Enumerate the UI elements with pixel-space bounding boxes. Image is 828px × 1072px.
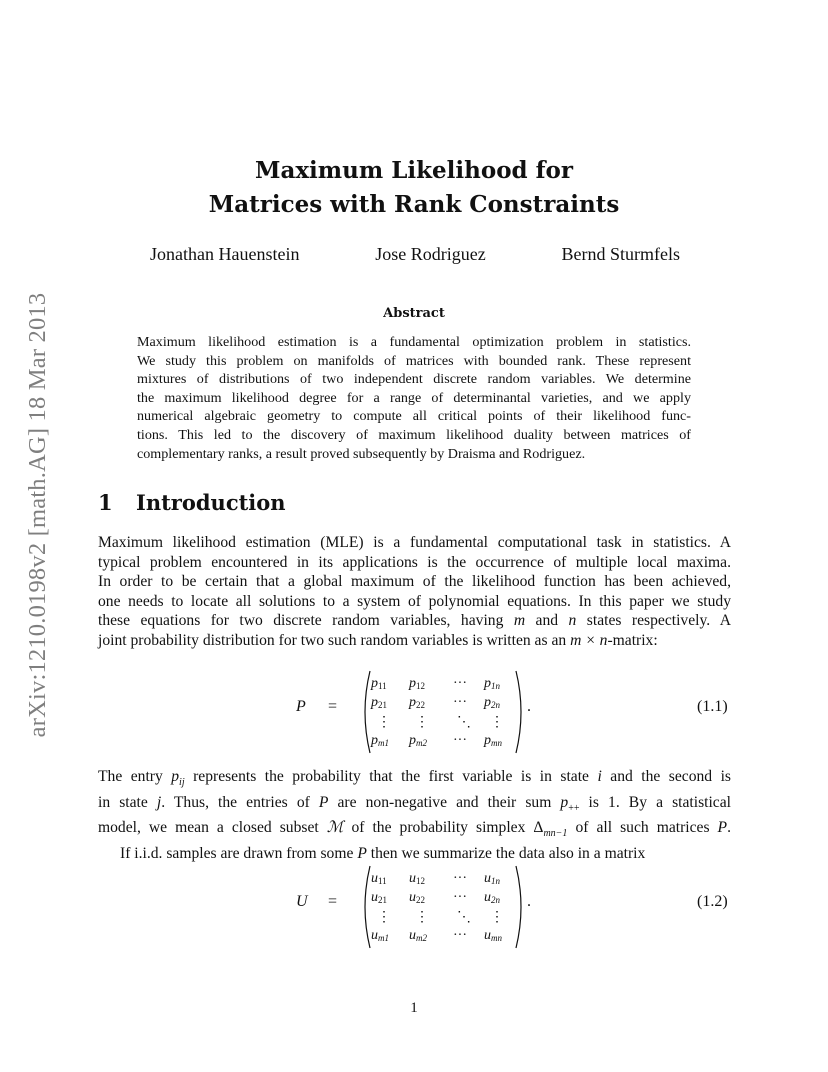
matrix-entry: $p_{m2}$ — [409, 733, 427, 748]
matrix-entry: ⋮ — [490, 910, 504, 925]
math-var: m × n — [570, 631, 608, 649]
math-subscript: ij — [179, 777, 185, 789]
matrix-entry: $p_{mn}$ — [484, 733, 502, 748]
matrix-entry: $p_{12}$ — [409, 676, 425, 691]
matrix-entry: $u_{22}$ — [409, 890, 425, 905]
matrix-entry: ··· — [453, 890, 467, 905]
body-line: In order to be certain that a global maximum of the likelihood function has been achieved, — [98, 573, 731, 591]
abstract-line: tions. This led to the discovery of maximum likelihood duality between matrices of — [137, 426, 691, 443]
matrix-entry: ⋮ — [377, 715, 391, 730]
body-line — [98, 818, 731, 844]
equation-equals: = — [328, 698, 338, 715]
matrix-entry: $u_{1n}$ — [484, 871, 500, 886]
abstract-line: We study this problem on manifolds of matrices with bounded rank. These represent — [137, 352, 691, 369]
body-line — [98, 793, 731, 819]
matrix-entry: ⋮ — [415, 715, 429, 730]
equation-period: . — [527, 698, 531, 715]
text-run: are non-negative and their sum — [328, 793, 561, 811]
matrix-entry: $u_{mn}$ — [484, 928, 502, 943]
body-line — [98, 611, 731, 631]
matrix-entry: $p_{21}$ — [371, 695, 387, 710]
math-subscript: ++ — [568, 802, 580, 814]
math-var: P — [717, 819, 728, 837]
matrix-grid — [371, 871, 517, 947]
matrix-row — [371, 871, 517, 890]
paper-title — [0, 154, 828, 222]
math-var: P — [318, 793, 329, 811]
probability-matrix — [362, 670, 522, 754]
arxiv-identifier: arXiv:1210.0198v2 [math.AG] 18 Mar 2013 — [24, 292, 51, 738]
matrix-row — [371, 733, 517, 752]
matrix-entry: ··· — [453, 871, 467, 886]
text-run: -matrix: — [607, 631, 658, 649]
equation-period: . — [527, 893, 531, 910]
matrix-entry: ⋮ — [415, 910, 429, 925]
math-var: n — [568, 612, 577, 630]
matrix-entry: $p_{2n}$ — [484, 695, 500, 710]
matrix-row — [371, 928, 517, 947]
text-run: joint probability distribution for two such random variables is written as an — [98, 631, 571, 649]
matrix-entry: ⋱ — [457, 715, 471, 730]
author-list — [150, 244, 680, 265]
text-run: in state — [98, 793, 157, 811]
section-title: Introduction — [136, 490, 286, 515]
text-run: and — [525, 612, 569, 630]
matrix-entry: ··· — [453, 928, 467, 943]
body-line — [98, 767, 731, 793]
section-number: 1 — [98, 490, 113, 515]
matrix-entry: $u_{m1}$ — [371, 928, 389, 943]
matrix-entry: ··· — [453, 695, 467, 710]
text-run: represents the probability that the first variable is in state — [184, 768, 598, 785]
matrix-row — [371, 695, 517, 714]
math-var: p — [171, 768, 180, 785]
matrix-entry: ⋱ — [457, 910, 471, 925]
text-run: these equations for two discrete random variables, having — [98, 612, 514, 630]
title-line-1: Maximum Likelihood for — [254, 157, 573, 184]
matrix-entry: $p_{11}$ — [371, 676, 387, 691]
matrix-entry: $p_{1n}$ — [484, 676, 500, 691]
matrix-row — [371, 909, 517, 928]
matrix-entry: $p_{m1}$ — [371, 733, 389, 748]
math-var: j — [156, 793, 162, 811]
body-line — [98, 631, 731, 651]
text-run: of the probability simplex Δ — [343, 819, 544, 837]
text-run: is 1. By a statistical — [579, 793, 731, 811]
matrix-entry: $u_{11}$ — [371, 871, 387, 886]
data-matrix — [362, 865, 522, 949]
title-line-2: Matrices with Rank Constraints — [208, 191, 620, 218]
math-subscript: mn−1 — [543, 828, 568, 840]
text-run: and the second is — [601, 768, 731, 785]
abstract-line: the maximum likelihood degree for a range of determinantal varieties, and we apply — [137, 389, 691, 406]
intro-paragraph-1 — [98, 533, 731, 651]
matrix-entry: $u_{12}$ — [409, 871, 425, 886]
author-1: Jonathan Hauenstein — [150, 244, 300, 264]
abstract-line: complementary ranks, a result proved subsequently by Draisma and Rodriguez. — [137, 445, 586, 462]
math-var: P — [357, 845, 367, 863]
text-run: The entry — [98, 768, 172, 785]
equation-equals: = — [328, 893, 338, 910]
text-run: If i.i.d. samples are drawn from some — [120, 845, 358, 863]
matrix-row — [371, 676, 517, 695]
matrix-row — [371, 890, 517, 909]
author-2: Jose Rodriguez — [375, 244, 486, 264]
equation-number: (1.2) — [697, 893, 728, 910]
text-run: . Thus, the entries of — [161, 793, 319, 811]
body-line: one needs to locate all solutions to a system of polynomial equations. In this paper we study — [98, 592, 731, 610]
equation-lhs: P — [296, 698, 306, 715]
matrix-entry: ··· — [453, 733, 467, 748]
intro-paragraph-2 — [98, 767, 731, 864]
text-run: of all such matrices — [567, 819, 718, 837]
matrix-row — [371, 714, 517, 733]
abstract-text — [137, 333, 691, 463]
matrix-entry: $p_{22}$ — [409, 695, 425, 710]
matrix-entry: ⋮ — [377, 910, 391, 925]
text-run: model, we mean a closed subset — [98, 819, 327, 837]
equation-lhs: U — [296, 893, 308, 910]
text-run: . — [727, 819, 731, 837]
body-line: typical problem encountered in its applications is the occurrence of multiple local maxima. — [98, 553, 731, 571]
math-var: m — [513, 612, 526, 630]
text-run: then we summarize the data also in a matrix — [366, 845, 646, 863]
math-var: ℳ — [326, 819, 344, 837]
abstract-line: Maximum likelihood estimation is a fundamental optimization problem in statistics. — [137, 334, 691, 350]
equation-number: (1.1) — [697, 698, 728, 715]
section-heading — [98, 490, 286, 515]
abstract-heading: Abstract — [383, 306, 445, 321]
matrix-entry: ⋮ — [490, 715, 504, 730]
matrix-entry: ··· — [453, 676, 467, 691]
math-var: p — [560, 793, 569, 811]
matrix-entry: $u_{2n}$ — [484, 890, 500, 905]
matrix-entry: $u_{21}$ — [371, 890, 387, 905]
abstract-line: mixtures of distributions of two independent discrete random variables. We determine — [137, 371, 691, 388]
matrix-entry: $u_{m2}$ — [409, 928, 427, 943]
body-line: Maximum likelihood estimation (MLE) is a fundamental computational task in statistics. A — [98, 534, 731, 551]
page-number: 1 — [410, 1000, 418, 1016]
matrix-grid — [371, 676, 517, 752]
body-line — [98, 844, 731, 864]
author-3: Bernd Sturmfels — [561, 244, 680, 264]
abstract-line: numerical algebraic geometry to compute all critical points of their likelihood func- — [137, 408, 691, 425]
math-var: i — [597, 768, 602, 785]
text-run: states respectively. A — [576, 612, 731, 630]
